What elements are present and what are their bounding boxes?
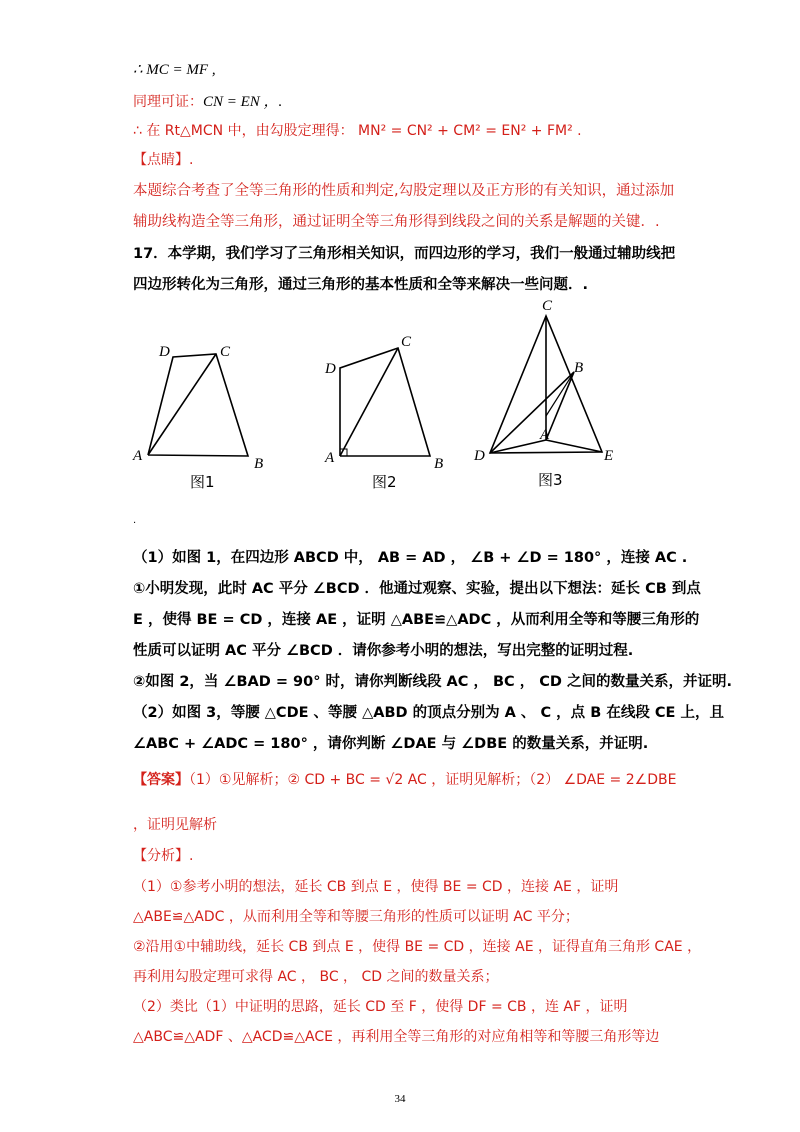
prev-line-2-label: 同理可证： [133, 94, 203, 110]
fig1-caption: 图1 [190, 473, 215, 491]
fig1-quadrilateral [148, 354, 248, 456]
comment-line-2: 辅助线构造全等三角形，通过证明全等三角形得到线段之间的关系是解题的关键．. [133, 214, 660, 230]
problem-intro-1: 17．本学期，我们学习了三角形相关知识，而四边形的学习，我们一般通过辅助线把 [133, 246, 676, 262]
question-1-line-2: ①小明发现，此时 AC 平分 ∠BCD ．他通过观察、实验，提出以下想法：延长 CB 到点 [133, 581, 701, 597]
answer-line [133, 770, 676, 790]
figure-2 [320, 330, 460, 500]
analysis-line-5: （2）类比（1）中证明的思路，延长 CD 至 F ，使得 DF = CB ，连 AF ，证明 [133, 999, 628, 1015]
problem-intro-2: 四边形转化为三角形，通过三角形的基本性质和全等来解决一些问题．. [133, 277, 589, 293]
question-1-line-4: 性质可以证明 AC 平分 ∠BCD ．请你参考小明的想法，写出完整的证明过程. [133, 643, 634, 659]
question-1-line-5: ②如图 2，当 ∠BAD = 90° 时，请你判断线段 AC ， BC ， CD 之间的数量关系，并证明. [133, 674, 733, 690]
prev-line-2 [133, 92, 282, 112]
question-2-line-2: ∠ABC + ∠ADC = 180° ，请你判断 ∠DAE 与 ∠DBE 的数量关系，并证明. [133, 736, 649, 752]
question-1-line-3: E ，使得 BE = CD ，连接 AE ，证明 △ABE≌△ADC ，从而利用全等和等腰三角形的 [133, 612, 700, 628]
fig1-label-a: A [133, 448, 143, 464]
fig3-label-e: E [604, 448, 614, 464]
fig3-label-c: C [542, 298, 553, 314]
fig1-label-c: C [220, 344, 231, 360]
fig2-label-a: A [325, 450, 335, 466]
figure-1 [128, 330, 278, 500]
fig2-label-c: C [401, 334, 412, 350]
comment-title: 【点睛】. [133, 152, 194, 168]
fig2-caption: 图2 [372, 473, 397, 491]
fig3-label-a: A [540, 427, 550, 443]
fig2-label-b: B [434, 456, 444, 472]
fig3-segment-ab [546, 372, 574, 440]
figure-3-diagram [470, 296, 620, 496]
analysis-line-2: △ABE≌△ADC ，从而利用全等和等腰三角形的性质可以证明 AC 平分； [133, 909, 579, 925]
stray-dot: . [133, 515, 137, 526]
analysis-line-3: ②沿用①中辅助线，延长 CB 到点 E ，使得 BE = CD ，连接 AE ，证得直角三角形 CAE ， [133, 939, 702, 955]
analysis-line-4: 再利用勾股定理可求得 AC ， BC ， CD 之间的数量关系； [133, 969, 499, 985]
fig3-label-d: D [474, 448, 485, 464]
fig3-segment-db [490, 372, 574, 453]
prev-line-2-math: CN = EN ，. [203, 94, 283, 110]
fig1-diagonal-ac [148, 354, 216, 455]
answer-line-2: ，证明见解析 [133, 817, 217, 833]
prev-line-3: ∴ 在 Rt△MCN 中，由勾股定理得： MN² = CN² + CM² = EN² + FM² . [133, 123, 582, 139]
page-number: 34 [394, 1093, 406, 1105]
fig2-quadrilateral [340, 348, 430, 456]
fig2-label-d: D [325, 361, 336, 377]
question-1-line-1: （1）如图 1，在四边形 ABCD 中， AB = AD ， ∠B + ∠D = 180° ，连接 AC . [133, 550, 688, 566]
analysis-line-1: （1）①参考小明的想法，延长 CB 到点 E ，使得 BE = CD ，连接 AE ，证明 [133, 879, 619, 895]
analysis-title: 【分析】. [133, 848, 194, 864]
fig3-segment-ae [546, 440, 602, 452]
answer-text: （1）①见解析；② CD + BC = √2 AC ，证明见解析；（2） ∠DAE = 2∠DBE [189, 772, 677, 788]
fig3-caption: 图3 [538, 471, 563, 489]
fig1-label-b: B [254, 456, 264, 472]
comment-line-1: 本题综合考查了全等三角形的性质和判定,勾股定理以及正方形的有关知识，通过添加 [133, 183, 675, 199]
prev-line-1: ∴ MC = MF , [133, 62, 216, 78]
answer-title: 【答案】 [133, 772, 189, 788]
figure-1-diagram [128, 330, 278, 500]
fig3-segment-da [490, 440, 546, 453]
fig1-label-d: D [159, 344, 170, 360]
figure-3 [470, 296, 620, 496]
analysis-line-6: △ABC≌△ADF 、△ACD≌△ACE ，再利用全等三角形的对应角相等和等腰三角形等边 [133, 1029, 660, 1045]
figure-2-diagram [320, 330, 460, 500]
fig3-label-b: B [574, 360, 584, 376]
question-2-line-1: （2）如图 3，等腰 △CDE 、等腰 △ABD 的顶点分别为 A 、 C ，点 B 在线段 CE 上，且 [133, 705, 724, 721]
